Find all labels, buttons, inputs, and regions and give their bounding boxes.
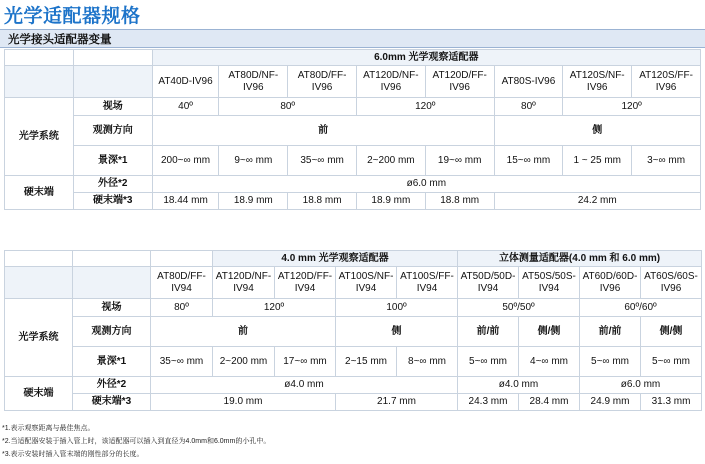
footnote-2: *2.当适配器安装于插入管上时，该适配器可以插入到直径为4.0mm和6.0mm的小孔中。 [2,438,271,445]
hard-tip-label: 硬末端 [5,377,73,411]
tip-value: 24.9 mm [580,394,641,411]
dof-value: 15~∞ mm [494,146,563,176]
dof-value: 8~∞ mm [397,347,458,377]
tip-row [5,193,701,210]
corner-cell [73,66,152,98]
tip-value: 18.8 mm [425,193,494,210]
model-cell: AT40D-IV96 [152,66,219,98]
tip-value: 24.3 mm [458,394,519,411]
tip-value: 18.9 mm [356,193,425,210]
model-cell: AT80D/FF-IV96 [288,66,357,98]
model-cell: AT80S-IV96 [494,66,563,98]
dof-value: 4~∞ mm [519,347,580,377]
group-header-4mm: 4.0 mm 光学观察适配器 [213,251,458,267]
corner-cell [151,251,213,267]
od-value: ø4.0 mm [151,377,458,394]
model-row [5,66,701,98]
dof-row [5,146,701,176]
group-header: 6.0mm 光学观察适配器 [152,50,700,66]
corner-cell [5,251,73,267]
fov-row [5,98,701,116]
fov-value: 80º [151,299,213,317]
od-label: 外径*2 [73,377,151,394]
fov-value: 120º [213,299,336,317]
tip-value: 18.8 mm [288,193,357,210]
fov-value: 100º [336,299,458,317]
dof-value: 2~200 mm [213,347,275,377]
direction-value: 前 [151,317,336,347]
corner-cell [5,50,74,66]
direction-value: 侧/侧 [519,317,580,347]
dof-value: 3~∞ mm [632,146,701,176]
od-value: ø4.0 mm [458,377,580,394]
dof-value: 9~∞ mm [219,146,288,176]
model-cell: AT80D/NF-IV96 [219,66,288,98]
dof-value: 5~∞ mm [458,347,519,377]
direction-label: 观测方向 [73,317,151,347]
dof-row [5,347,702,377]
tip-value: 19.0 mm [151,394,336,411]
tip-value: 21.7 mm [336,394,458,411]
direction-value: 侧 [494,116,700,146]
od-label: 外径*2 [73,176,152,193]
model-cell: AT100S/NF-IV94 [336,267,397,299]
corner-cell [5,66,74,98]
fov-label: 视场 [73,299,151,317]
direction-value: 侧 [336,317,458,347]
fov-row [5,299,702,317]
fov-value: 40º [152,98,219,116]
dof-value: 19~∞ mm [425,146,494,176]
dof-value: 17~∞ mm [275,347,336,377]
tip-label: 硬末端*3 [73,394,151,411]
fov-value: 120º [356,98,494,116]
dof-label: 景深*1 [73,347,151,377]
section-header [0,29,705,48]
footnote-3: *3.表示安装时插入管末端的刚性部分的长度。 [2,451,144,458]
optical-system-label: 光学系统 [5,299,73,377]
fov-value: 80º [494,98,563,116]
dof-value: 5~∞ mm [580,347,641,377]
tip-value: 18.44 mm [152,193,219,210]
fov-value: 50º/50º [458,299,580,317]
direction-label: 观测方向 [73,116,152,146]
tip-value: 18.9 mm [219,193,288,210]
group-row [5,50,701,66]
tip-value: 24.2 mm [494,193,700,210]
fov-value: 120º [563,98,701,116]
tip-value: 28.4 mm [519,394,580,411]
section-title: 光学接头适配器变量 [8,34,112,46]
model-cell: AT120D/NF-IV94 [213,267,275,299]
footnote-1: *1.表示观察距离与最佳焦点。 [2,425,95,432]
dof-value: 5~∞ mm [641,347,702,377]
dof-value: 200~∞ mm [152,146,219,176]
spec-table-6mm [4,49,701,210]
tip-label: 硬末端*3 [73,193,152,210]
corner-cell [73,50,152,66]
spec-table-4mm-stereo [4,250,702,411]
group-header-stereo: 立体测量适配器(4.0 mm 和 6.0 mm) [458,251,702,267]
model-cell: AT120S/FF-IV96 [632,66,701,98]
od-value: ø6.0 mm [152,176,700,193]
hard-tip-label: 硬末端 [5,176,74,210]
model-cell: AT120S/NF-IV96 [563,66,632,98]
model-cell: AT120D/FF-IV96 [425,66,494,98]
dof-value: 2~15 mm [336,347,397,377]
direction-value: 前/前 [580,317,641,347]
od-value: ø6.0 mm [580,377,702,394]
corner-cell [5,267,73,299]
model-cell: AT50D/50D-IV94 [458,267,519,299]
fov-value: 60º/60º [580,299,702,317]
model-cell: AT80D/FF-IV94 [151,267,213,299]
optical-system-label: 光学系统 [5,98,74,176]
tip-value: 31.3 mm [641,394,702,411]
corner-cell [73,251,151,267]
direction-value: 前/前 [458,317,519,347]
od-row [5,176,701,193]
dof-value: 2~200 mm [356,146,425,176]
model-cell: AT50S/50S-IV94 [519,267,580,299]
model-cell: AT120D/FF-IV94 [275,267,336,299]
model-cell: AT120D/NF-IV96 [356,66,425,98]
model-cell: AT100S/FF-IV94 [397,267,458,299]
dof-value: 35~∞ mm [288,146,357,176]
dof-value: 35~∞ mm [151,347,213,377]
model-cell: AT60D/60D-IV96 [580,267,641,299]
model-row [5,267,702,299]
fov-label: 视场 [73,98,152,116]
direction-value: 前 [152,116,494,146]
direction-row [5,116,701,146]
dof-value: 1 ~ 25 mm [563,146,632,176]
page-title: 光学适配器规格 [4,6,141,27]
fov-value: 80º [219,98,357,116]
direction-row [5,317,702,347]
model-cell: AT60S/60S-IV96 [641,267,702,299]
direction-value: 侧/侧 [641,317,702,347]
group-row [5,251,702,267]
dof-label: 景深*1 [73,146,152,176]
tip-row [5,394,702,411]
corner-cell [73,267,151,299]
od-row [5,377,702,394]
